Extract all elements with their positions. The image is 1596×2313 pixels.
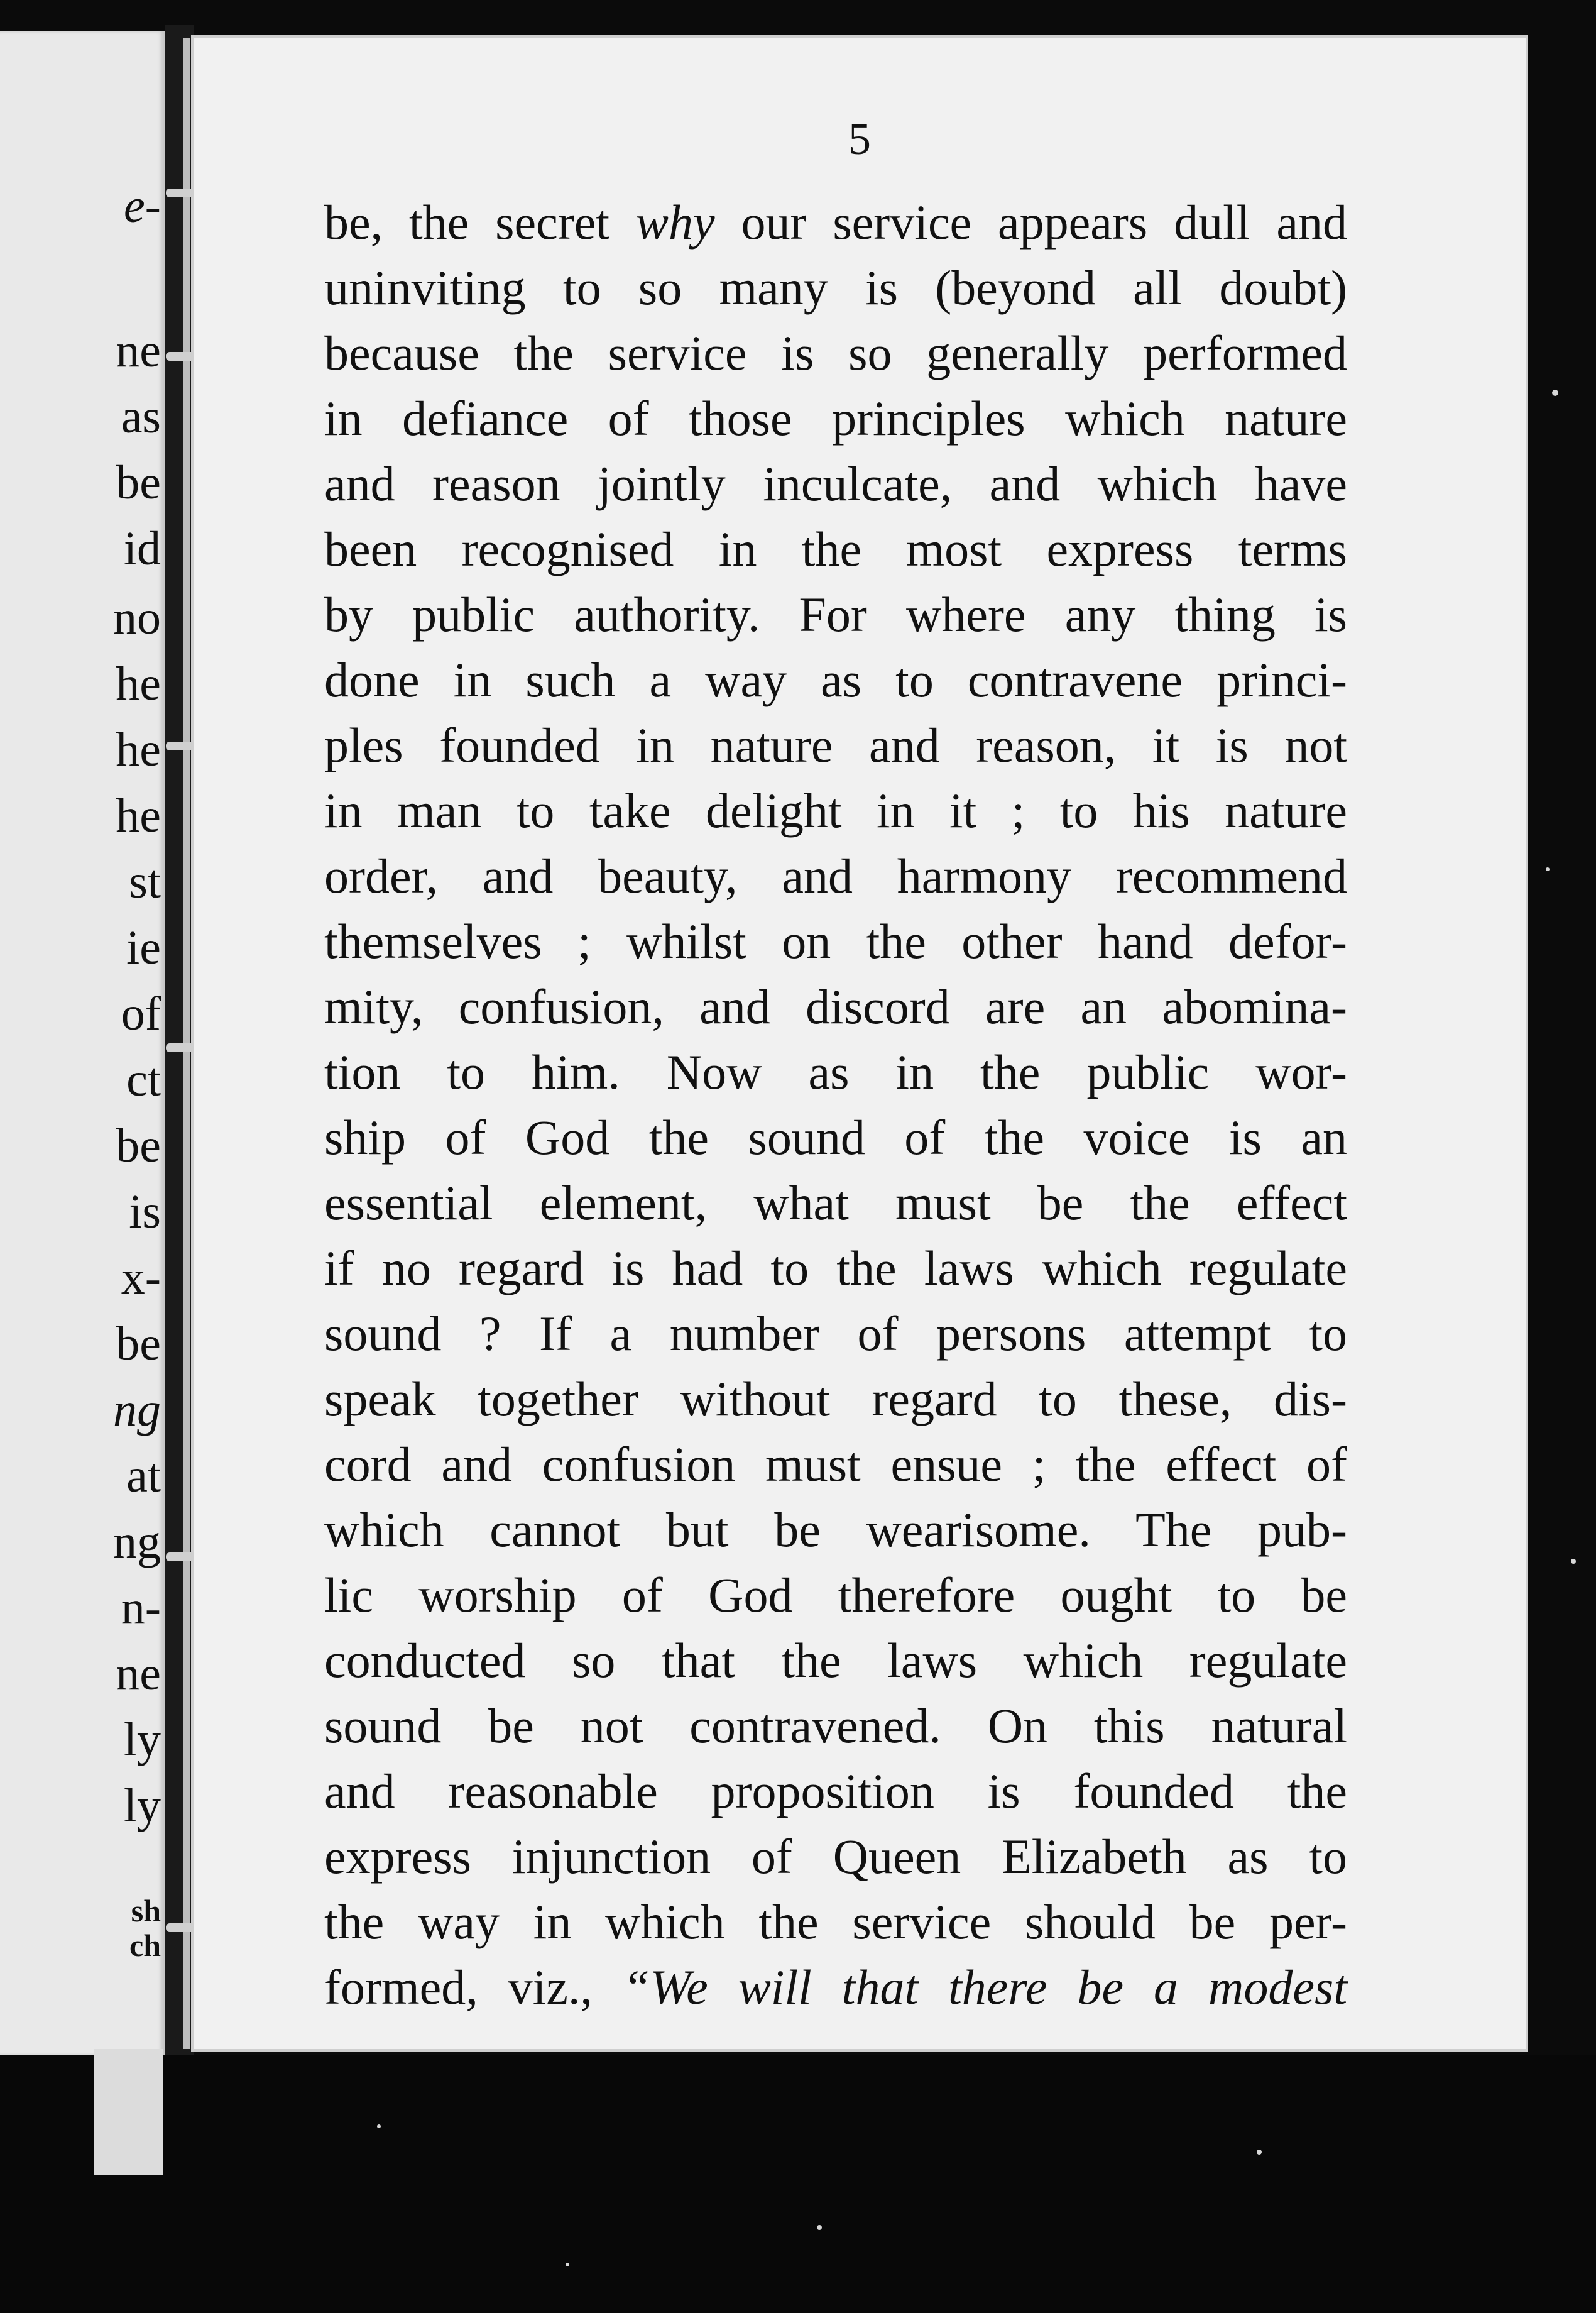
- left-text-fragment: he: [116, 723, 161, 776]
- text-line: [324, 1889, 1347, 1955]
- text-span: and reason jointly inculcate, and which have: [324, 456, 1347, 511]
- text-line: [324, 1301, 1347, 1366]
- text-span: if no regard is had to the laws which regulate: [324, 1241, 1347, 1295]
- body-text: [324, 190, 1347, 2020]
- left-text-fragment: is: [129, 1185, 161, 1238]
- text-span: essential element, what must be the effect: [324, 1175, 1347, 1230]
- text-span: uninviting to so many is (beyond all doubt): [324, 260, 1347, 315]
- left-text-fragment: x-: [121, 1251, 161, 1304]
- text-span: ship of God the sound of the voice is an: [324, 1110, 1347, 1165]
- text-line: [324, 1170, 1347, 1236]
- text-line: [324, 190, 1347, 255]
- left-text-fragment: as: [121, 390, 161, 443]
- left-page-fragment: [0, 31, 165, 2055]
- text-line: [324, 713, 1347, 778]
- text-span: mity, confusion, and discord are an abomina-: [324, 979, 1347, 1034]
- text-span: order, and beauty, and harmony recommend: [324, 849, 1347, 903]
- left-text-fragment: n-: [121, 1581, 161, 1634]
- text-span: been recognised in the most express terms: [324, 522, 1347, 576]
- film-speck: [1546, 867, 1550, 871]
- text-span: be, the secret: [324, 195, 636, 250]
- text-line: [324, 451, 1347, 517]
- text-line: [324, 778, 1347, 843]
- text-span: cord and confusion must ensue ; the effect of: [324, 1437, 1347, 1492]
- text-line: [324, 1628, 1347, 1693]
- left-text-fragment: ng: [113, 1383, 161, 1436]
- right-page: [194, 38, 1526, 2049]
- text-line: [324, 1105, 1347, 1170]
- text-span: in man to take delight in it ; to his nature: [324, 783, 1347, 838]
- text-span: ples founded in nature and reason, it is not: [324, 718, 1347, 772]
- text-line: [324, 321, 1347, 386]
- text-span: the way in which the service should be per-: [324, 1894, 1347, 1949]
- text-span: by public authority. For where any thing is: [324, 587, 1347, 642]
- left-text-fragment: ly: [123, 1713, 161, 1766]
- left-text-fragment: ne: [116, 324, 161, 377]
- text-span: our service appears dull and: [714, 195, 1347, 250]
- text-span: done in such a way as to contravene princi-: [324, 652, 1347, 707]
- page-corner-tab: [94, 2049, 163, 2175]
- text-line: [324, 843, 1347, 909]
- text-span: sound be not contravened. On this natural: [324, 1698, 1347, 1753]
- text-line: [324, 1824, 1347, 1889]
- left-text-fragment: no: [113, 591, 161, 644]
- text-line: [324, 1432, 1347, 1497]
- text-line: [324, 582, 1347, 647]
- film-speck: [1571, 1559, 1576, 1564]
- text-line: [324, 1955, 1347, 2020]
- left-text-fragment: ct: [126, 1053, 161, 1106]
- text-span: speak together without regard to these, dis-: [324, 1371, 1347, 1426]
- film-speck: [566, 2263, 569, 2266]
- text-span: conducted so that the laws which regulate: [324, 1633, 1347, 1688]
- text-span: because the service is so generally performed: [324, 326, 1347, 380]
- italic-text: “We will that there be a modest: [622, 1960, 1347, 2014]
- left-text-fragment: be: [116, 1119, 161, 1172]
- page-number: 5: [848, 114, 871, 164]
- text-span: which cannot but be wearisome. The pub-: [324, 1502, 1347, 1557]
- text-line: [324, 1563, 1347, 1628]
- text-line: [324, 1693, 1347, 1759]
- text-span: formed, viz.,: [324, 1960, 623, 2014]
- text-span: themselves ; whilst on the other hand defor-: [324, 914, 1347, 969]
- text-span: express injunction of Queen Elizabeth as to: [324, 1829, 1347, 1884]
- left-text-fragment: ng: [113, 1515, 161, 1568]
- text-line: [324, 386, 1347, 451]
- left-text-fragment: he: [116, 789, 161, 842]
- text-line: [324, 1497, 1347, 1563]
- text-span: tion to him. Now as in the public wor-: [324, 1045, 1347, 1099]
- text-span: lic worship of God therefore ought to be: [324, 1568, 1347, 1622]
- left-text-fragment: ne: [116, 1647, 161, 1700]
- text-line: [324, 517, 1347, 582]
- text-line: [324, 1759, 1347, 1824]
- text-line: [324, 974, 1347, 1040]
- film-speck: [817, 2225, 822, 2230]
- text-line: [324, 647, 1347, 713]
- left-text-fragment: id: [123, 522, 161, 575]
- left-footnote-fragment: ch: [129, 1928, 161, 1963]
- text-span: sound ? If a number of persons attempt to: [324, 1306, 1347, 1361]
- left-text-fragment: of: [121, 987, 161, 1040]
- film-speck: [1552, 390, 1558, 396]
- left-text-fragment: ly: [123, 1779, 161, 1832]
- scanner-background: [0, 2055, 1596, 2313]
- film-speck: [1257, 2150, 1262, 2155]
- left-text-fragment: he: [116, 657, 161, 710]
- text-line: [324, 1236, 1347, 1301]
- left-text-fragment: be: [116, 1317, 161, 1370]
- left-footnote-fragment: sh: [131, 1893, 161, 1928]
- text-line: [324, 1040, 1347, 1105]
- left-text-fragment: st: [129, 855, 161, 908]
- text-line: [324, 909, 1347, 974]
- text-line: [324, 255, 1347, 321]
- left-text-fragment: at: [126, 1449, 161, 1502]
- text-span: and reasonable proposition is founded the: [324, 1764, 1347, 1818]
- left-text-fragment: ie: [126, 921, 161, 974]
- italic-text: why: [635, 195, 715, 250]
- film-speck: [377, 2124, 381, 2128]
- left-text-fragment: be: [116, 456, 161, 509]
- text-span: in defiance of those principles which nature: [324, 391, 1347, 446]
- text-line: [324, 1366, 1347, 1432]
- left-text-fragment: e-: [123, 180, 161, 233]
